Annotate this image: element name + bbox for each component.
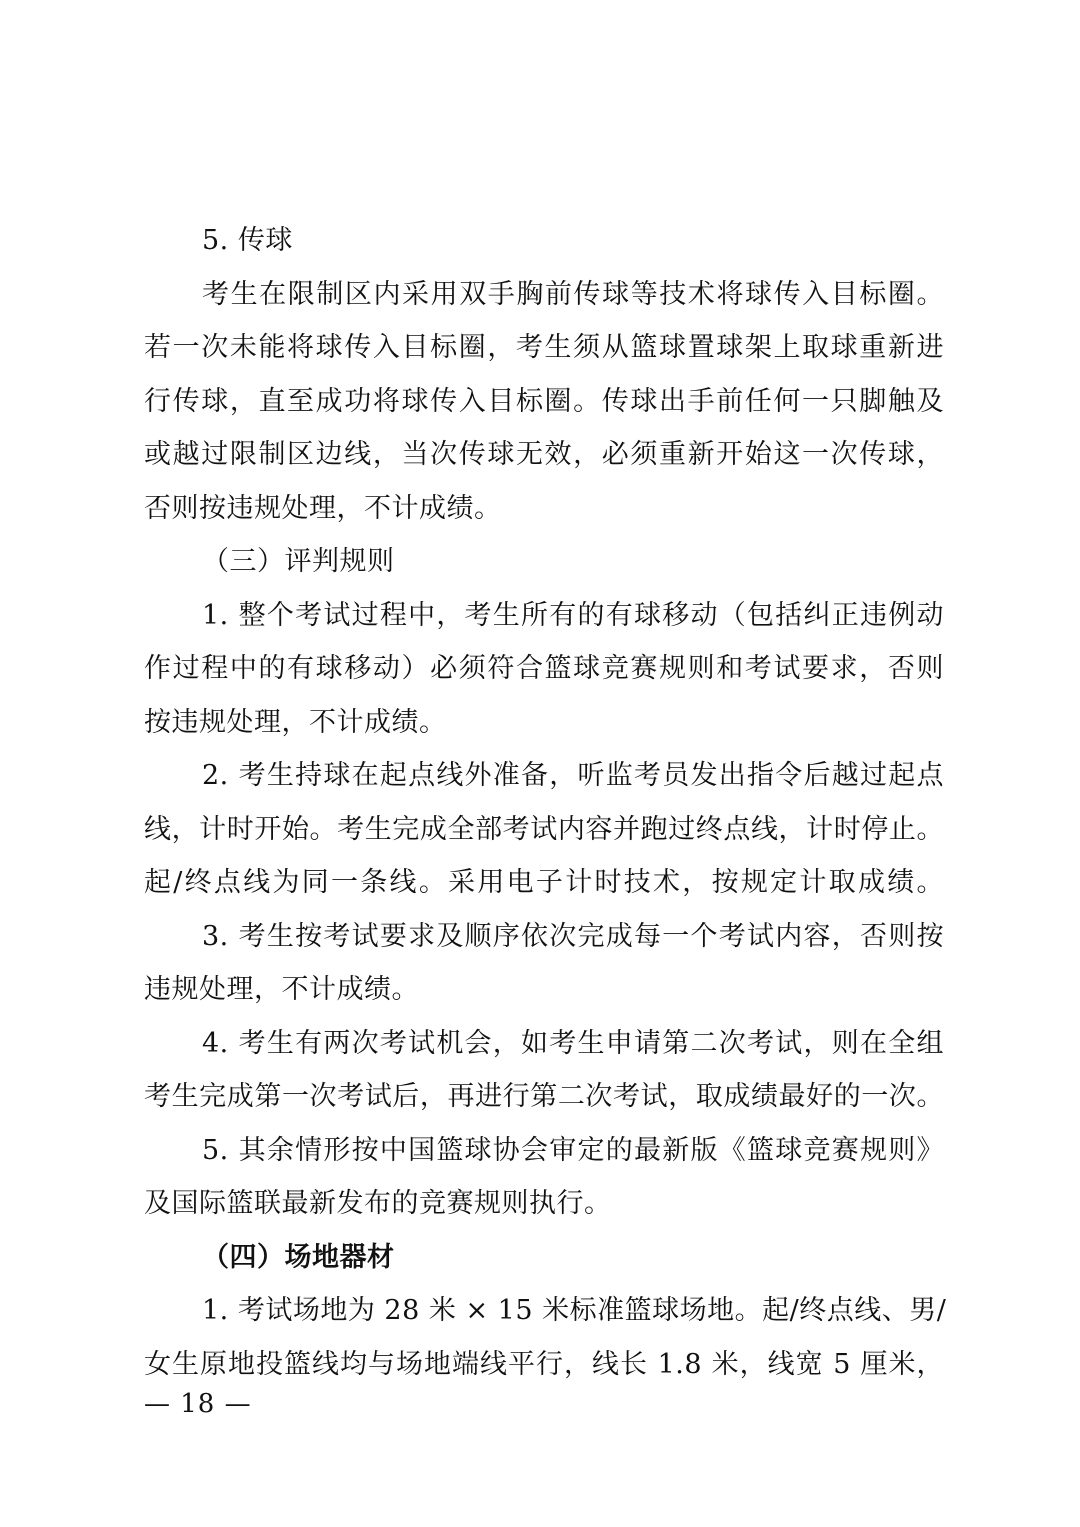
paragraph-line: 及国际篮联最新发布的竞赛规则执行。 <box>144 1188 612 1219</box>
section-heading-judging-rules: （三）评判规则 <box>202 546 395 577</box>
paragraph-line: 3. 考生按考试要求及顺序依次完成每一个考试内容，否则按 <box>202 920 944 952</box>
paragraph-line: 行传球，直至成功将球传入目标圈。传球出手前任何一只脚触及 <box>144 385 944 417</box>
document-body <box>144 214 947 1391</box>
paragraph-line: 1. 整个考试过程中，考生所有的有球移动（包括纠正违例动 <box>202 599 944 631</box>
paragraph-line: 2. 考生持球在起点线外准备，听监考员发出指令后越过起点 <box>202 760 944 791</box>
paragraph-line: 4. 考生有两次考试机会，如考生申请第二次考试，则在全组 <box>202 1027 944 1059</box>
paragraph-line: 线，计时开始。考生完成全部考试内容并跑过终点线，计时停止。 <box>144 813 944 845</box>
paragraph-line: 或越过限制区边线，当次传球无效，必须重新开始这一次传球， <box>144 439 944 470</box>
paragraph-line: 5. 其余情形按中国篮球协会审定的最新版《篮球竞赛规则》 <box>202 1134 944 1166</box>
paragraph-line: 女生原地投篮线均与场地端线平行，线长 1.8 米，线宽 5 厘米， <box>144 1348 944 1380</box>
paragraph-line: 违规处理，不计成绩。 <box>144 974 419 1005</box>
paragraph-line: 若一次未能将球传入目标圈，考生须从篮球置球架上取球重新进 <box>144 332 944 363</box>
paragraph-line: 作过程中的有球移动）必须符合篮球竞赛规则和考试要求，否则 <box>144 653 944 684</box>
page-number: — 18 — <box>144 1389 252 1419</box>
paragraph-line: 起/终点线为同一条线。采用电子计时技术，按规定计取成绩。 <box>144 867 944 898</box>
paragraph-line: 按违规处理，不计成绩。 <box>144 706 447 738</box>
paragraph-line: 否则按违规处理，不计成绩。 <box>144 492 502 524</box>
section-heading-venue-equipment: （四）场地器材 <box>202 1241 395 1273</box>
paragraph-line: 考生在限制区内采用双手胸前传球等技术将球传入目标圈。 <box>202 278 944 310</box>
paragraph-line: 考生完成第一次考试后，再进行第二次考试，取成绩最好的一次。 <box>144 1081 944 1112</box>
paragraph-line: 1. 考试场地为 28 米 × 15 米标准篮球场地。起/终点线、男/ <box>202 1295 947 1326</box>
subsection-title-pass: 5. 传球 <box>202 225 293 256</box>
